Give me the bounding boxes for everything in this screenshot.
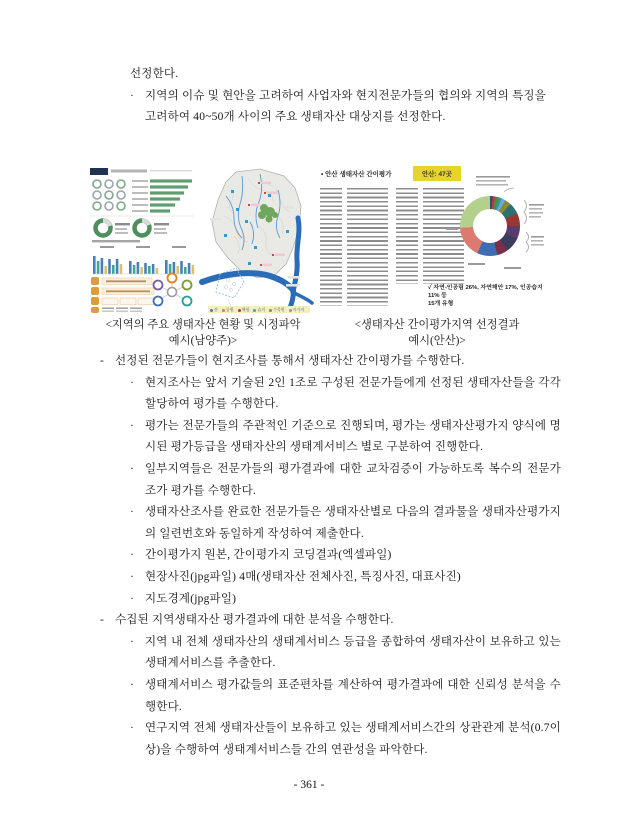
item-text: 생태자산조사를 완료한 전문가들은 생태자산별로 다음의 결과물을 생태자산평가지의 일련번호와 동일하게 작성하여 제출한다. [145, 506, 561, 540]
legend-dot-icon [222, 309, 225, 312]
item-text: 지역 내 전체 생태자산의 생태계서비스 등급을 종합하여 생태자산이 보유하고 있는 생태계서비스를 추출한다. [145, 635, 561, 670]
right-caption-line1: <생태자산 간이평가지역 선정결과 [354, 319, 520, 331]
item-text: 현장사진(jpg파일) 4매(생태자산 전체사진, 특징사진, 대표사진) [145, 570, 461, 583]
list-item [100, 610, 546, 632]
legend-dot-icon [253, 309, 256, 312]
list-item [130, 567, 561, 589]
legend-dot-icon [210, 309, 213, 312]
map-figure [198, 166, 316, 314]
map-legend-item: 수목원 [269, 307, 285, 313]
left-caption-line2: 예시(남양주)> [168, 334, 238, 347]
assessment-title: • 안산 생태자산 간이평가 [321, 171, 392, 178]
item-text: 현지조사는 앞서 기술된 2인 1조로 구성된 전문가들에게 선정된 생태자산들을 각각 할당하여 평가를 수행한다. [145, 376, 561, 411]
assessment-count-badge: 안산: 47곳 [413, 166, 461, 181]
item-marker: · [130, 462, 135, 475]
intro-paragraph [130, 64, 546, 129]
list-item [130, 718, 561, 761]
item-marker: · [130, 376, 135, 389]
item-text: 연구지역 전체 생태자산들이 보유하고 있는 생태계서비스간의 상관관계 분석(0.7이상)을 수행하여 생태계서비스들 간의 연관성을 파악한다. [145, 722, 561, 756]
figures-row [88, 166, 548, 315]
map-legend [210, 307, 310, 313]
left-caption-line1: <지역의 주요 생태자산 현황 및 시정파악 [105, 319, 301, 331]
intro-bullet-text: 지역의 이슈 및 현안을 고려하여 사업자와 현지전문가들의 협의와 지역의 특징을 고려하여 40~50개 사이의 주요 생태자산 대상지를 선정한다. [145, 89, 546, 124]
item-marker: · [130, 570, 135, 583]
assessment-note-line1: ✓ 자연-인공림 26%, 자연해안 17%, 인공습지 11% 등 [428, 285, 543, 299]
item-marker: - [100, 355, 105, 367]
item-marker: · [130, 678, 135, 691]
main-content [100, 351, 561, 761]
list-item [130, 632, 561, 675]
map-legend-item: 시가지 [289, 307, 305, 313]
item-marker: · [130, 635, 135, 648]
list-item [130, 459, 561, 502]
item-marker: · [130, 506, 135, 519]
legend-dot-icon [269, 309, 272, 312]
map-legend-item: 공원 [222, 307, 234, 313]
list-item [130, 416, 561, 459]
list-item [100, 351, 546, 373]
item-marker: · [130, 722, 135, 735]
legend-dot-icon [289, 309, 292, 312]
assessment-note [428, 284, 544, 308]
left-figure-caption [92, 318, 314, 349]
infographic-figure [88, 166, 196, 314]
list-item [130, 373, 561, 416]
bullet-marker: · [130, 89, 135, 102]
item-text: 일부지역들은 전문가들의 평가결과에 대한 교차검증이 가능하도록 복수의 전문가조가 평가를 수행한다. [145, 462, 561, 497]
region-map [198, 166, 316, 314]
list-item [130, 502, 561, 545]
item-text: 수집된 지역생태자산 평가결과에 대한 분석을 수행한다. [115, 614, 394, 627]
network-diagram-icon [154, 274, 192, 306]
item-text: 간이평가지 원본, 간이평가지 코딩결과(엑셀파일) [145, 549, 392, 562]
item-text: 평가는 전문가들의 주관적인 기준으로 진행되며, 평가는 생태자산평가지 양식에 명시된 평가등급을 생태자산의 생태계서비스 별로 구분하여 진행한다. [145, 419, 561, 454]
list-item [130, 675, 561, 718]
assessment-figure [318, 166, 546, 314]
map-legend-item: 습지 [253, 307, 265, 313]
item-text: 지도경계(jpg파일) [145, 592, 237, 605]
list-item [130, 589, 561, 611]
intro-line: 선정한다. [130, 68, 179, 80]
map-legend-item: 체험 [238, 307, 250, 313]
item-marker: · [130, 419, 135, 432]
right-figure-caption [326, 318, 548, 349]
item-text: 선정된 전문가들이 현지조사를 통해서 생태자산 간이평가를 수행한다. [115, 355, 465, 367]
item-marker: - [100, 614, 105, 627]
intro-bullet-item [130, 86, 546, 129]
assessment-note-line2: 15개 유형 [428, 301, 454, 307]
page-number: - 361 - [293, 779, 325, 791]
legend-dot-icon [238, 309, 241, 312]
item-marker: · [130, 549, 135, 562]
map-legend-item: 산 [210, 307, 218, 313]
right-caption-line2: 예시(안산)> [408, 334, 466, 347]
infographic-graphic [88, 166, 196, 314]
item-text: 생태계서비스 평가값들의 표준편차를 계산하여 평가결과에 대한 신뢰성 분석을 수행한다. [145, 678, 561, 713]
list-item [130, 545, 561, 567]
item-marker: · [130, 592, 135, 605]
